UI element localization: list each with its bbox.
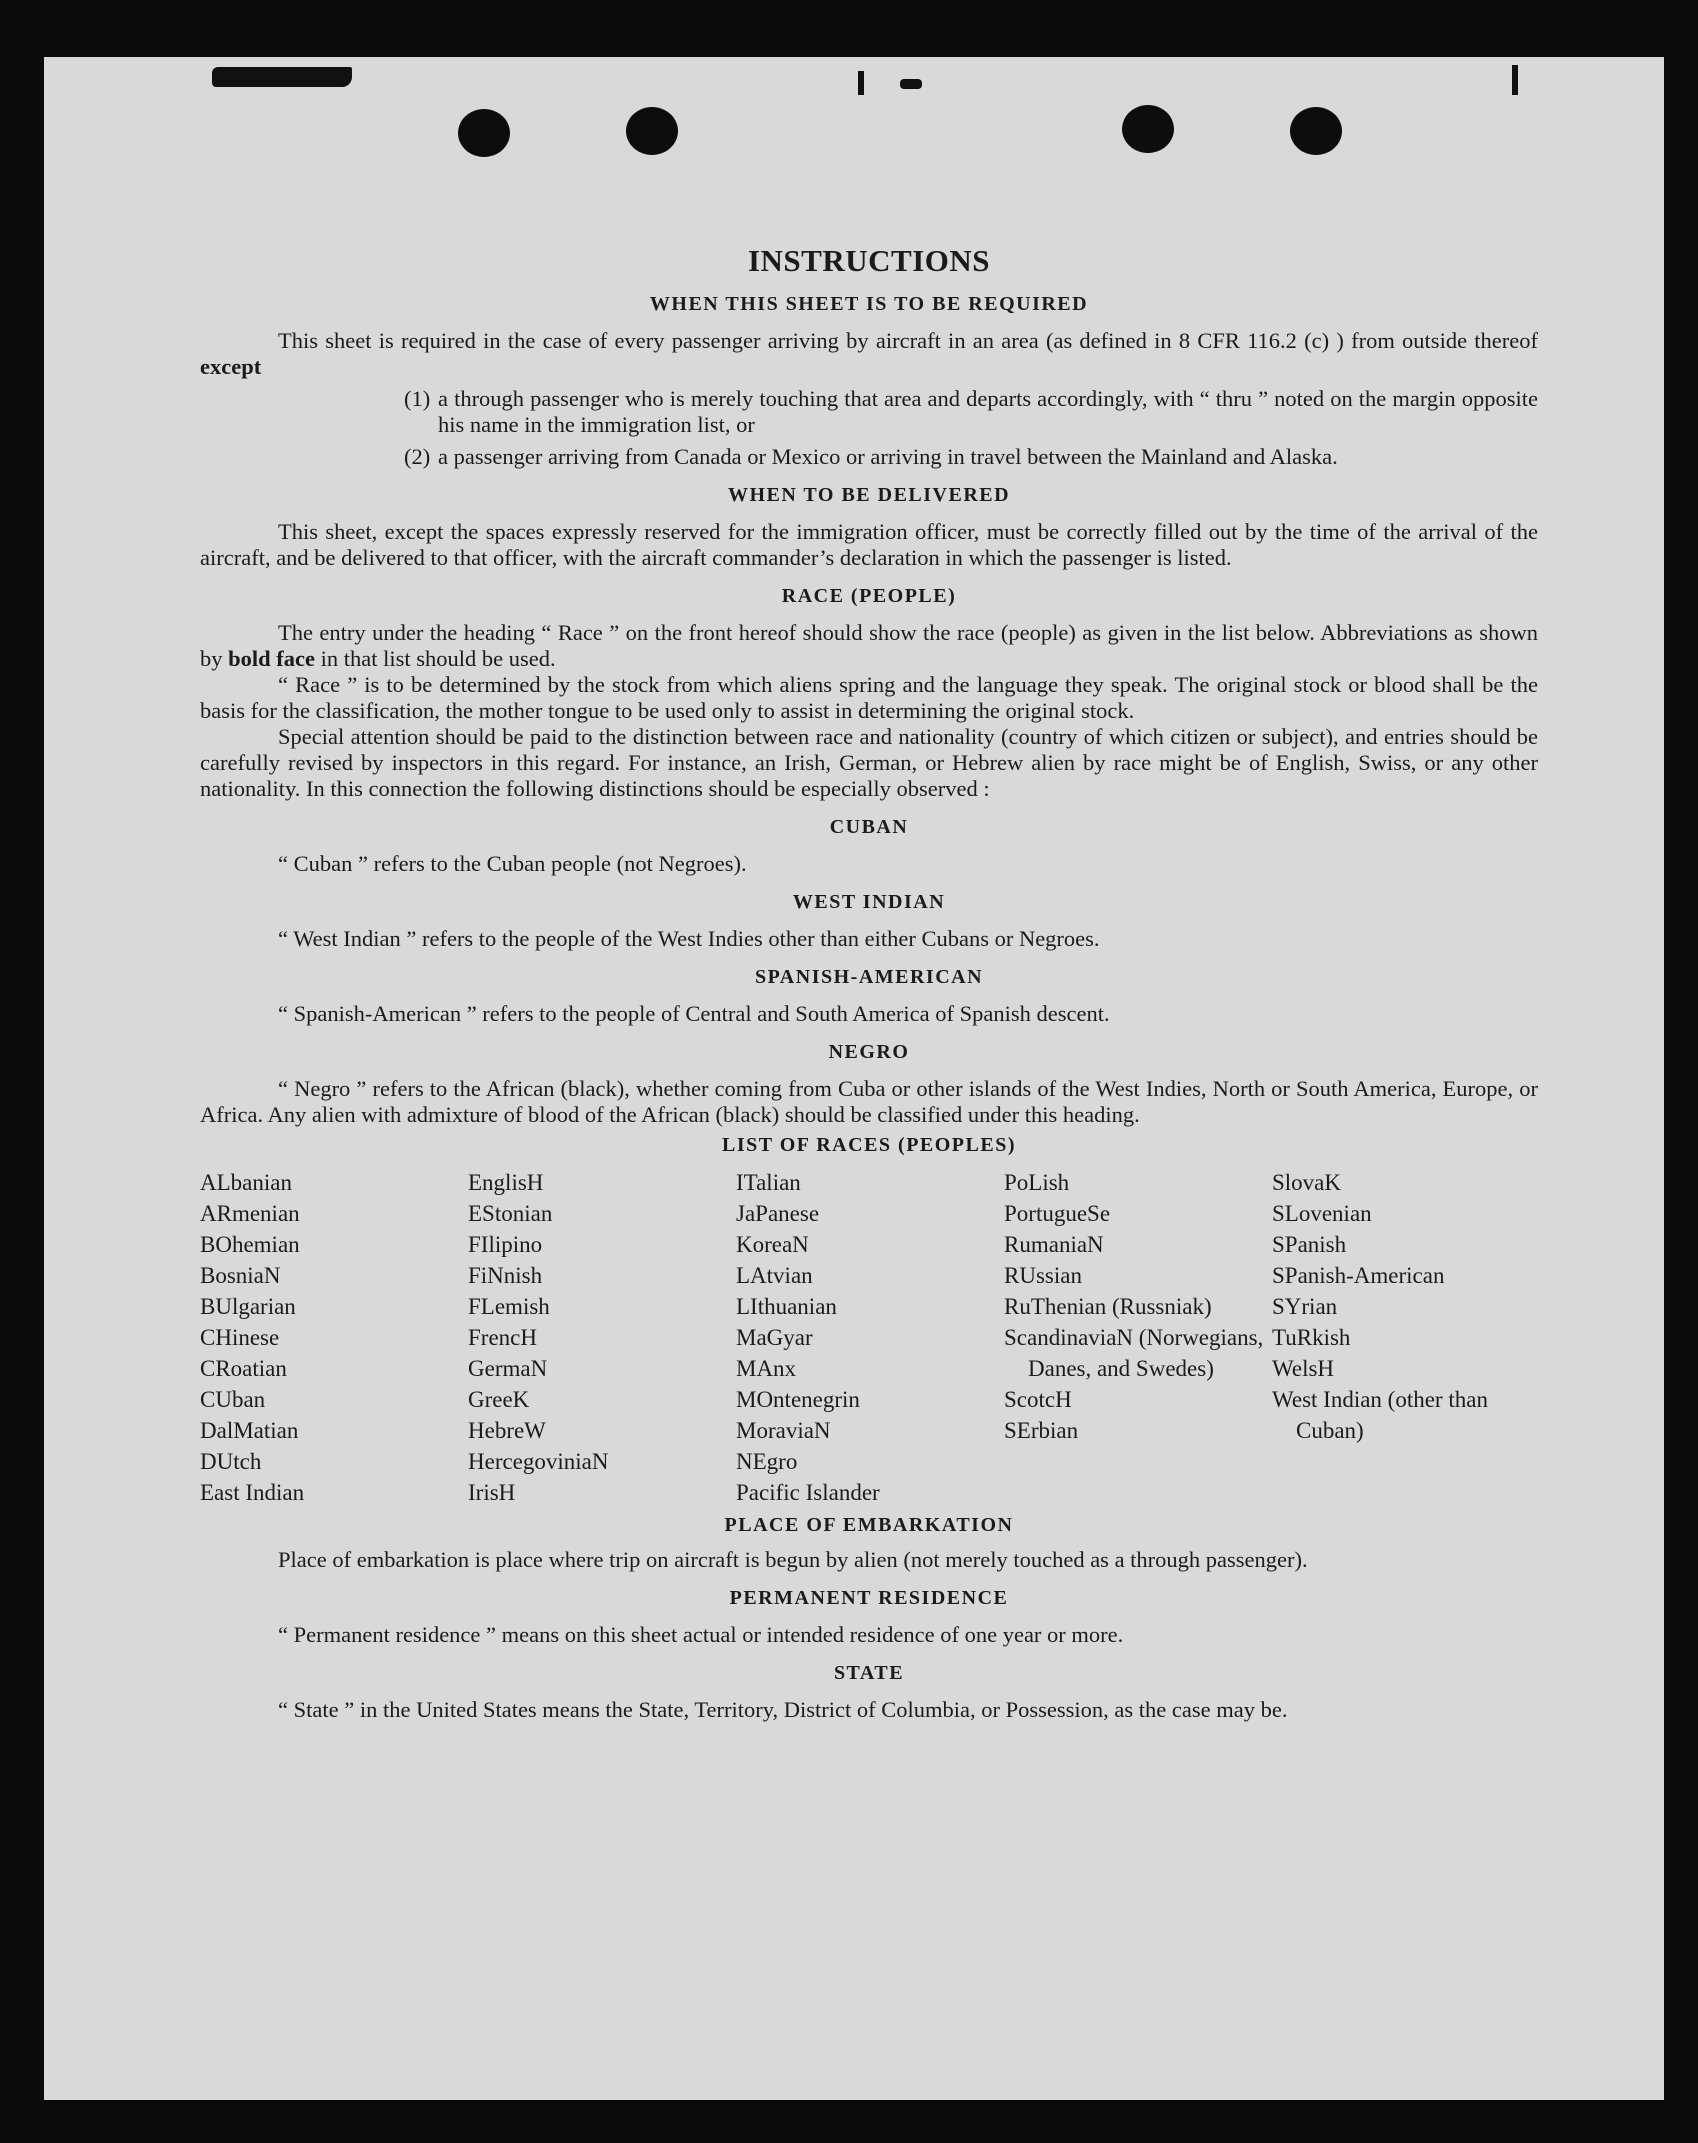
- scan-artifact: [212, 67, 352, 87]
- heading-negro: NEGRO: [828, 1041, 910, 1063]
- punch-hole: [458, 109, 510, 157]
- race-item: IrisH: [468, 1480, 516, 1505]
- exception-item-1: (1) a through passenger who is merely touching that area and departs accordingly, with “ thru ” noted on the margin opposite his name in the immigration list, or: [404, 386, 1538, 437]
- race-item: NEgro: [736, 1449, 798, 1474]
- race-paragraph-2: “ Race ” is to be determined by the stock from which aliens spring and the language they speak. The original stock or blood shall be the basis for the classification, the mother tongue to be used only to assist in determining the original stock.: [200, 672, 1538, 723]
- heading-cuban: CUBAN: [829, 816, 909, 838]
- heading-spanish-american: SPANISH-AMERICAN: [754, 966, 984, 988]
- races-column: [1004, 1167, 1272, 1508]
- race-item: West Indian (other than Cuban): [1272, 1387, 1488, 1443]
- race-item: RuThenian (Russniak): [1004, 1294, 1212, 1319]
- race-item: TuRkish: [1272, 1325, 1351, 1350]
- race-item: RumaniaN: [1004, 1232, 1104, 1257]
- race-item: LIthuanian: [736, 1294, 837, 1319]
- punch-hole: [626, 107, 678, 155]
- race-item: SYrian: [1272, 1294, 1338, 1319]
- heading-race: RACE (PEOPLE): [781, 585, 957, 607]
- race-item: DUtch: [200, 1449, 262, 1474]
- west-indian-text: “ West Indian ” refers to the people of the West Indies other than either Cubans or Negroes.: [278, 926, 1100, 951]
- scan-artifact: [900, 79, 922, 89]
- heading-delivered: WHEN TO BE DELIVERED: [727, 484, 1011, 506]
- heading-residence: PERMANENT RESIDENCE: [729, 1587, 1009, 1609]
- race-item: HebreW: [468, 1418, 546, 1443]
- race-item: SLovenian: [1272, 1201, 1372, 1226]
- race-item: MAnx: [736, 1356, 797, 1381]
- state-text: “ State ” in the United States means the State, Territory, District of Columbia, or Possession, as the case may be.: [278, 1697, 1288, 1722]
- race-item: GreeK: [468, 1387, 530, 1412]
- heading-list-of-races: LIST OF RACES (PEOPLES): [721, 1134, 1016, 1156]
- spanish-american-text: “ Spanish-American ” refers to the people of Central and South America of Spanish descent.: [278, 1001, 1110, 1026]
- race-item: SlovaK: [1272, 1170, 1341, 1195]
- exception-item-2: (2) a passenger arriving from Canada or Mexico or arriving in travel between the Mainland and Alaska.: [404, 444, 1338, 469]
- scan-artifact: [1512, 65, 1518, 95]
- race-item: GermaN: [468, 1356, 548, 1381]
- races-list: [200, 1167, 1538, 1508]
- race-item: DalMatian: [200, 1418, 299, 1443]
- race-item: Pacific Islander: [736, 1480, 880, 1505]
- race-item: PortugueSe: [1004, 1201, 1111, 1226]
- race-item: FrencH: [468, 1325, 537, 1350]
- races-column: [200, 1167, 468, 1508]
- race-item: CRoatian: [200, 1356, 287, 1381]
- race-item: FIlipino: [468, 1232, 543, 1257]
- race-item: ITalian: [736, 1170, 801, 1195]
- race-item: CUban: [200, 1387, 266, 1412]
- race-item: FiNnish: [468, 1263, 543, 1288]
- race-item: MoraviaN: [736, 1418, 831, 1443]
- delivered-text: This sheet, except the spaces expressly reserved for the immigration officer, must be correctly filled out by the time of the arrival of the aircraft, and be delivered to that officer, with the aircraft commander’s declaration in which the passenger is listed.: [200, 519, 1538, 570]
- race-item: MOntenegrin: [736, 1387, 860, 1412]
- race-item: ARmenian: [200, 1201, 300, 1226]
- race-item: BOhemian: [200, 1232, 300, 1257]
- race-item: BUlgarian: [200, 1294, 296, 1319]
- race-item: HercegoviniaN: [468, 1449, 609, 1474]
- residence-text: “ Permanent residence ” means on this sheet actual or intended residence of one year or more.: [278, 1622, 1124, 1647]
- scan-artifact: [858, 71, 864, 95]
- race-item: FLemish: [468, 1294, 550, 1319]
- race-item: EnglisH: [468, 1170, 544, 1195]
- race-paragraph-3: Special attention should be paid to the distinction between race and nationality (country of which citizen or subject), and entries should be carefully revised by inspectors in this regard. For instance, an Irish, German, or Hebrew alien by race might be of English, Swiss, or any other nationality. In this connection the following distinctions should be especially observed :: [200, 724, 1538, 801]
- document-title: INSTRUCTIONS: [747, 243, 990, 278]
- race-item: SPanish: [1272, 1232, 1347, 1257]
- race-item: MaGyar: [736, 1325, 813, 1350]
- race-item: PoLish: [1004, 1170, 1070, 1195]
- race-item: WelsH: [1272, 1356, 1335, 1381]
- embarkation-text: Place of embarkation is place where trip on aircraft is begun by alien (not merely touched as a through passenger).: [278, 1547, 1308, 1572]
- document-sheet: [44, 57, 1664, 2100]
- race-item: SErbian: [1004, 1418, 1079, 1443]
- punch-hole: [1122, 105, 1174, 153]
- races-column: [736, 1167, 1004, 1508]
- cuban-text: “ Cuban ” refers to the Cuban people (not Negroes).: [278, 851, 747, 876]
- race-item: BosniaN: [200, 1263, 281, 1288]
- heading-west-indian: WEST INDIAN: [792, 891, 946, 913]
- race-item: JaPanese: [736, 1201, 820, 1226]
- race-item: RUssian: [1004, 1263, 1082, 1288]
- heading-required: WHEN THIS SHEET IS TO BE REQUIRED: [649, 293, 1089, 315]
- race-item: East Indian: [200, 1480, 305, 1505]
- document-content: [200, 185, 1538, 1723]
- race-item: ScotcH: [1004, 1387, 1072, 1412]
- required-intro: This sheet is required in the case of every passenger arriving by aircraft in an area (as defined in 8 CFR 116.2 (c) ) from outside thereof except: [200, 328, 1538, 379]
- punch-hole: [1290, 107, 1342, 155]
- heading-embarkation: PLACE OF EMBARKATION: [724, 1514, 1014, 1536]
- heading-state: STATE: [833, 1662, 905, 1684]
- race-item: KoreaN: [736, 1232, 809, 1257]
- race-item: CHinese: [200, 1325, 280, 1350]
- races-column: [1272, 1167, 1540, 1508]
- race-item: SPanish-American: [1272, 1263, 1445, 1288]
- race-item: EStonian: [468, 1201, 553, 1226]
- race-item: LAtvian: [736, 1263, 813, 1288]
- races-column: [468, 1167, 736, 1508]
- race-paragraph-1: The entry under the heading “ Race ” on the front hereof should show the race (people) as given in the list below. Abbreviations as shown by bold face in that list should be used.: [200, 620, 1538, 671]
- negro-text: “ Negro ” refers to the African (black), whether coming from Cuba or other islands of the West Indies, North or South America, Europe, or Africa. Any alien with admixture of blood of the African (black) should be classified under this heading.: [200, 1076, 1538, 1127]
- race-item: ALbanian: [200, 1170, 292, 1195]
- race-item: ScandinaviaN (Norwegians, Danes, and Swedes): [1004, 1325, 1264, 1381]
